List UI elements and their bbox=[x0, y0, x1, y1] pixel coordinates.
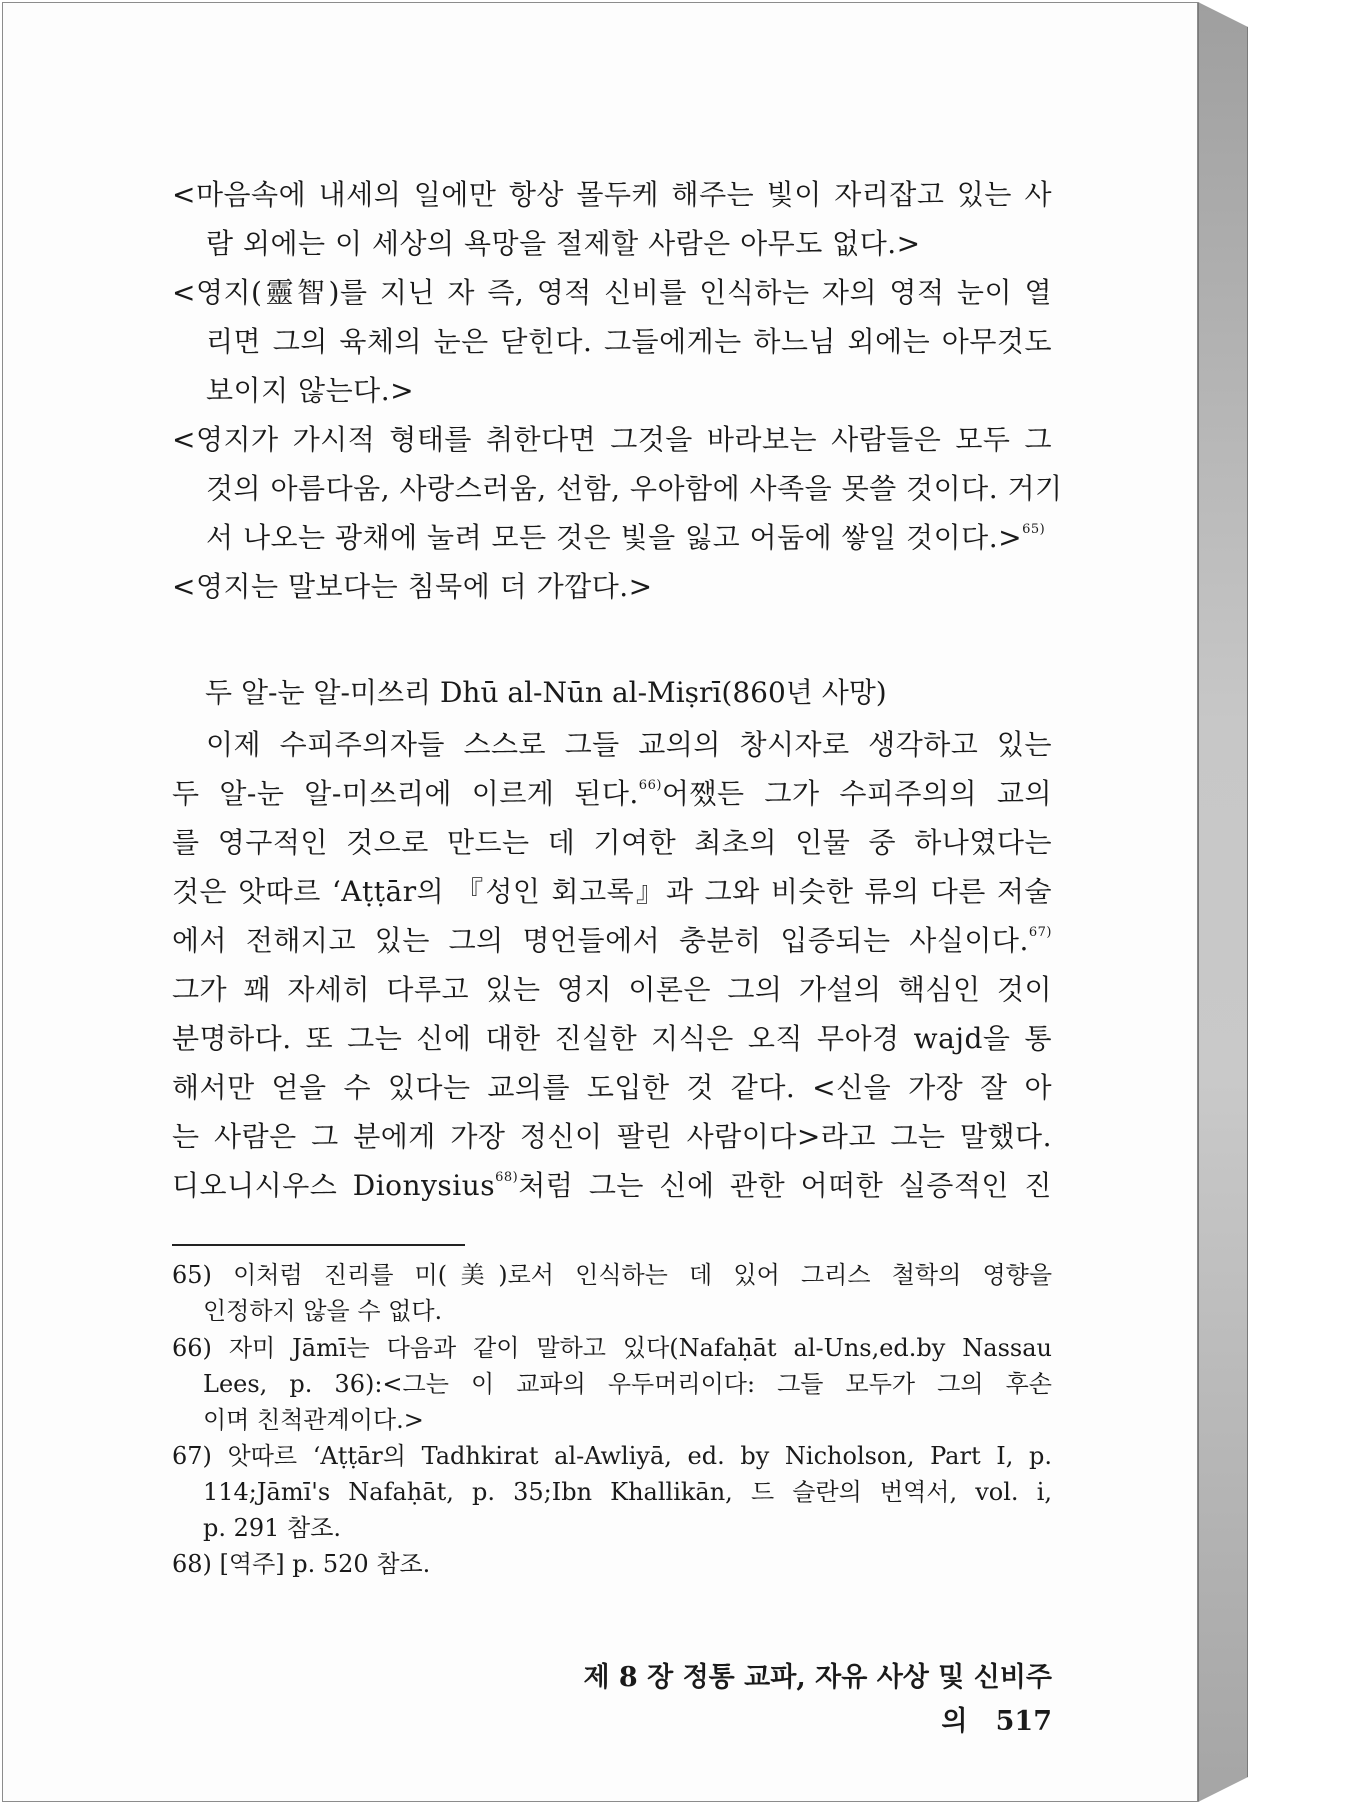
body-line bbox=[172, 916, 1052, 966]
running-head: 제 8 장 정통 교파, 자유 사상 및 신비주의 bbox=[583, 1662, 1052, 1737]
book-edge bbox=[1198, 2, 1248, 1802]
quote-line: 람 외에는 이 세상의 욕망을 절제할 사람은 아무도 없다.> bbox=[206, 227, 921, 260]
body-text-span: 디오니시우스 Dionysius bbox=[172, 1169, 496, 1202]
body-line: 분명하다. 또 그는 신에 대한 진실한 지식은 오직 무아경 wajd을 통 bbox=[172, 1022, 1052, 1055]
section-heading: 두 알-눈 알-미쓰리 Dhū al-Nūn al-Miṣrī(860년 사망) bbox=[205, 676, 887, 709]
footnote-line: p. 291 참조. bbox=[203, 1514, 342, 1542]
body-line: 그가 꽤 자세히 다루고 있는 영지 이론은 그의 가설의 핵심인 것이 bbox=[172, 973, 1052, 1006]
footnote-line: 이며 친척관계이다.> bbox=[203, 1406, 424, 1434]
body-line: 를 영구적인 것으로 만드는 데 기여한 최초의 인물 중 하나였다는 bbox=[172, 826, 1052, 859]
footnote-line: Lees, p. 36):<그는 이 교파의 우두머리이다: 그들 모두가 그의 후손 bbox=[203, 1370, 1052, 1398]
quote-line: 것의 아름다움, 사랑스러움, 선함, 우아함에 사족을 못쓸 것이다. 거기 bbox=[206, 472, 1063, 505]
page-number: 517 bbox=[995, 1706, 1052, 1737]
quote-line bbox=[206, 513, 1052, 563]
footnote-line: 114;Jāmī's Nafaḥāt, p. 35;Ibn Khallikān, 드 슬란의 번역서, vol. i, bbox=[203, 1478, 1052, 1506]
page-footer bbox=[490, 1656, 1052, 1737]
footnote-ref: 65) bbox=[1022, 522, 1046, 537]
quote-line: <영지(靈智)를 지닌 자 즉, 영적 신비를 인식하는 자의 영적 눈이 열 bbox=[172, 276, 1052, 309]
quote-line: <영지가 가시적 형태를 취한다면 그것을 바라보는 사람들은 모두 그 bbox=[172, 423, 1052, 456]
footnote-line: 68) [역주] p. 520 참조. bbox=[172, 1550, 431, 1578]
body-line bbox=[172, 769, 1052, 819]
footnote-divider bbox=[172, 1244, 465, 1246]
body-text-span: 어쨌든 그가 수피주의의 교의 bbox=[661, 777, 1052, 810]
footnote-ref: 68) bbox=[495, 1170, 519, 1185]
quote-line: <마음속에 내세의 일에만 항상 몰두케 해주는 빛이 자리잡고 있는 사 bbox=[172, 178, 1052, 211]
body-text-span: 처럼 그는 신에 관한 어떠한 실증적인 진 bbox=[518, 1169, 1052, 1202]
quote-line: 보이지 않는다.> bbox=[206, 374, 415, 407]
quote-text: 서 나오는 광채에 눌려 모든 것은 빛을 잃고 어둠에 쌓일 것이다.> bbox=[206, 521, 1023, 554]
quote-line: <영지는 말보다는 침묵에 더 가깝다.> bbox=[172, 570, 653, 603]
body-line: 것은 앗따르 ‘Aṭṭār의 『성인 회고록』과 그와 비슷한 류의 다른 저술 bbox=[172, 875, 1052, 908]
footnote-line: 인정하지 않을 수 없다. bbox=[203, 1297, 443, 1325]
footnote-ref: 66) bbox=[638, 778, 662, 793]
body-text-span: 에서 전해지고 있는 그의 명언들에서 충분히 입증되는 사실이다. bbox=[172, 924, 1029, 957]
footnote-line: 67) 앗따르 ‘Aṭṭār의 Tadhkirat al-Awliyā, ed. by Nicholson, Part I, p. bbox=[172, 1442, 1052, 1470]
body-line: 이제 수피주의자들 스스로 그들 교의의 창시자로 생각하고 있는 bbox=[206, 728, 1052, 761]
body-line: 해서만 얻을 수 있다는 교의를 도입한 것 같다. <신을 가장 잘 아 bbox=[172, 1071, 1052, 1104]
body-text-span: 두 알-눈 알-미쓰리에 이르게 된다. bbox=[172, 777, 639, 810]
footnote-line: 66) 자미 Jāmī는 다음과 같이 말하고 있다(Nafaḥāt al-Uns,ed.by Nassau bbox=[172, 1334, 1052, 1362]
footnote-line: 65) 이처럼 진리를 미(美)로서 인식하는 데 있어 그리스 철학의 영향을 bbox=[172, 1261, 1052, 1289]
body-line bbox=[172, 1161, 1052, 1211]
body-line: 는 사람은 그 분에게 가장 정신이 팔린 사람이다>라고 그는 말했다. bbox=[172, 1120, 1052, 1153]
footnote-ref: 67) bbox=[1028, 925, 1052, 940]
quote-line: 리면 그의 육체의 눈은 닫힌다. 그들에게는 하느님 외에는 아무것도 bbox=[206, 325, 1052, 358]
